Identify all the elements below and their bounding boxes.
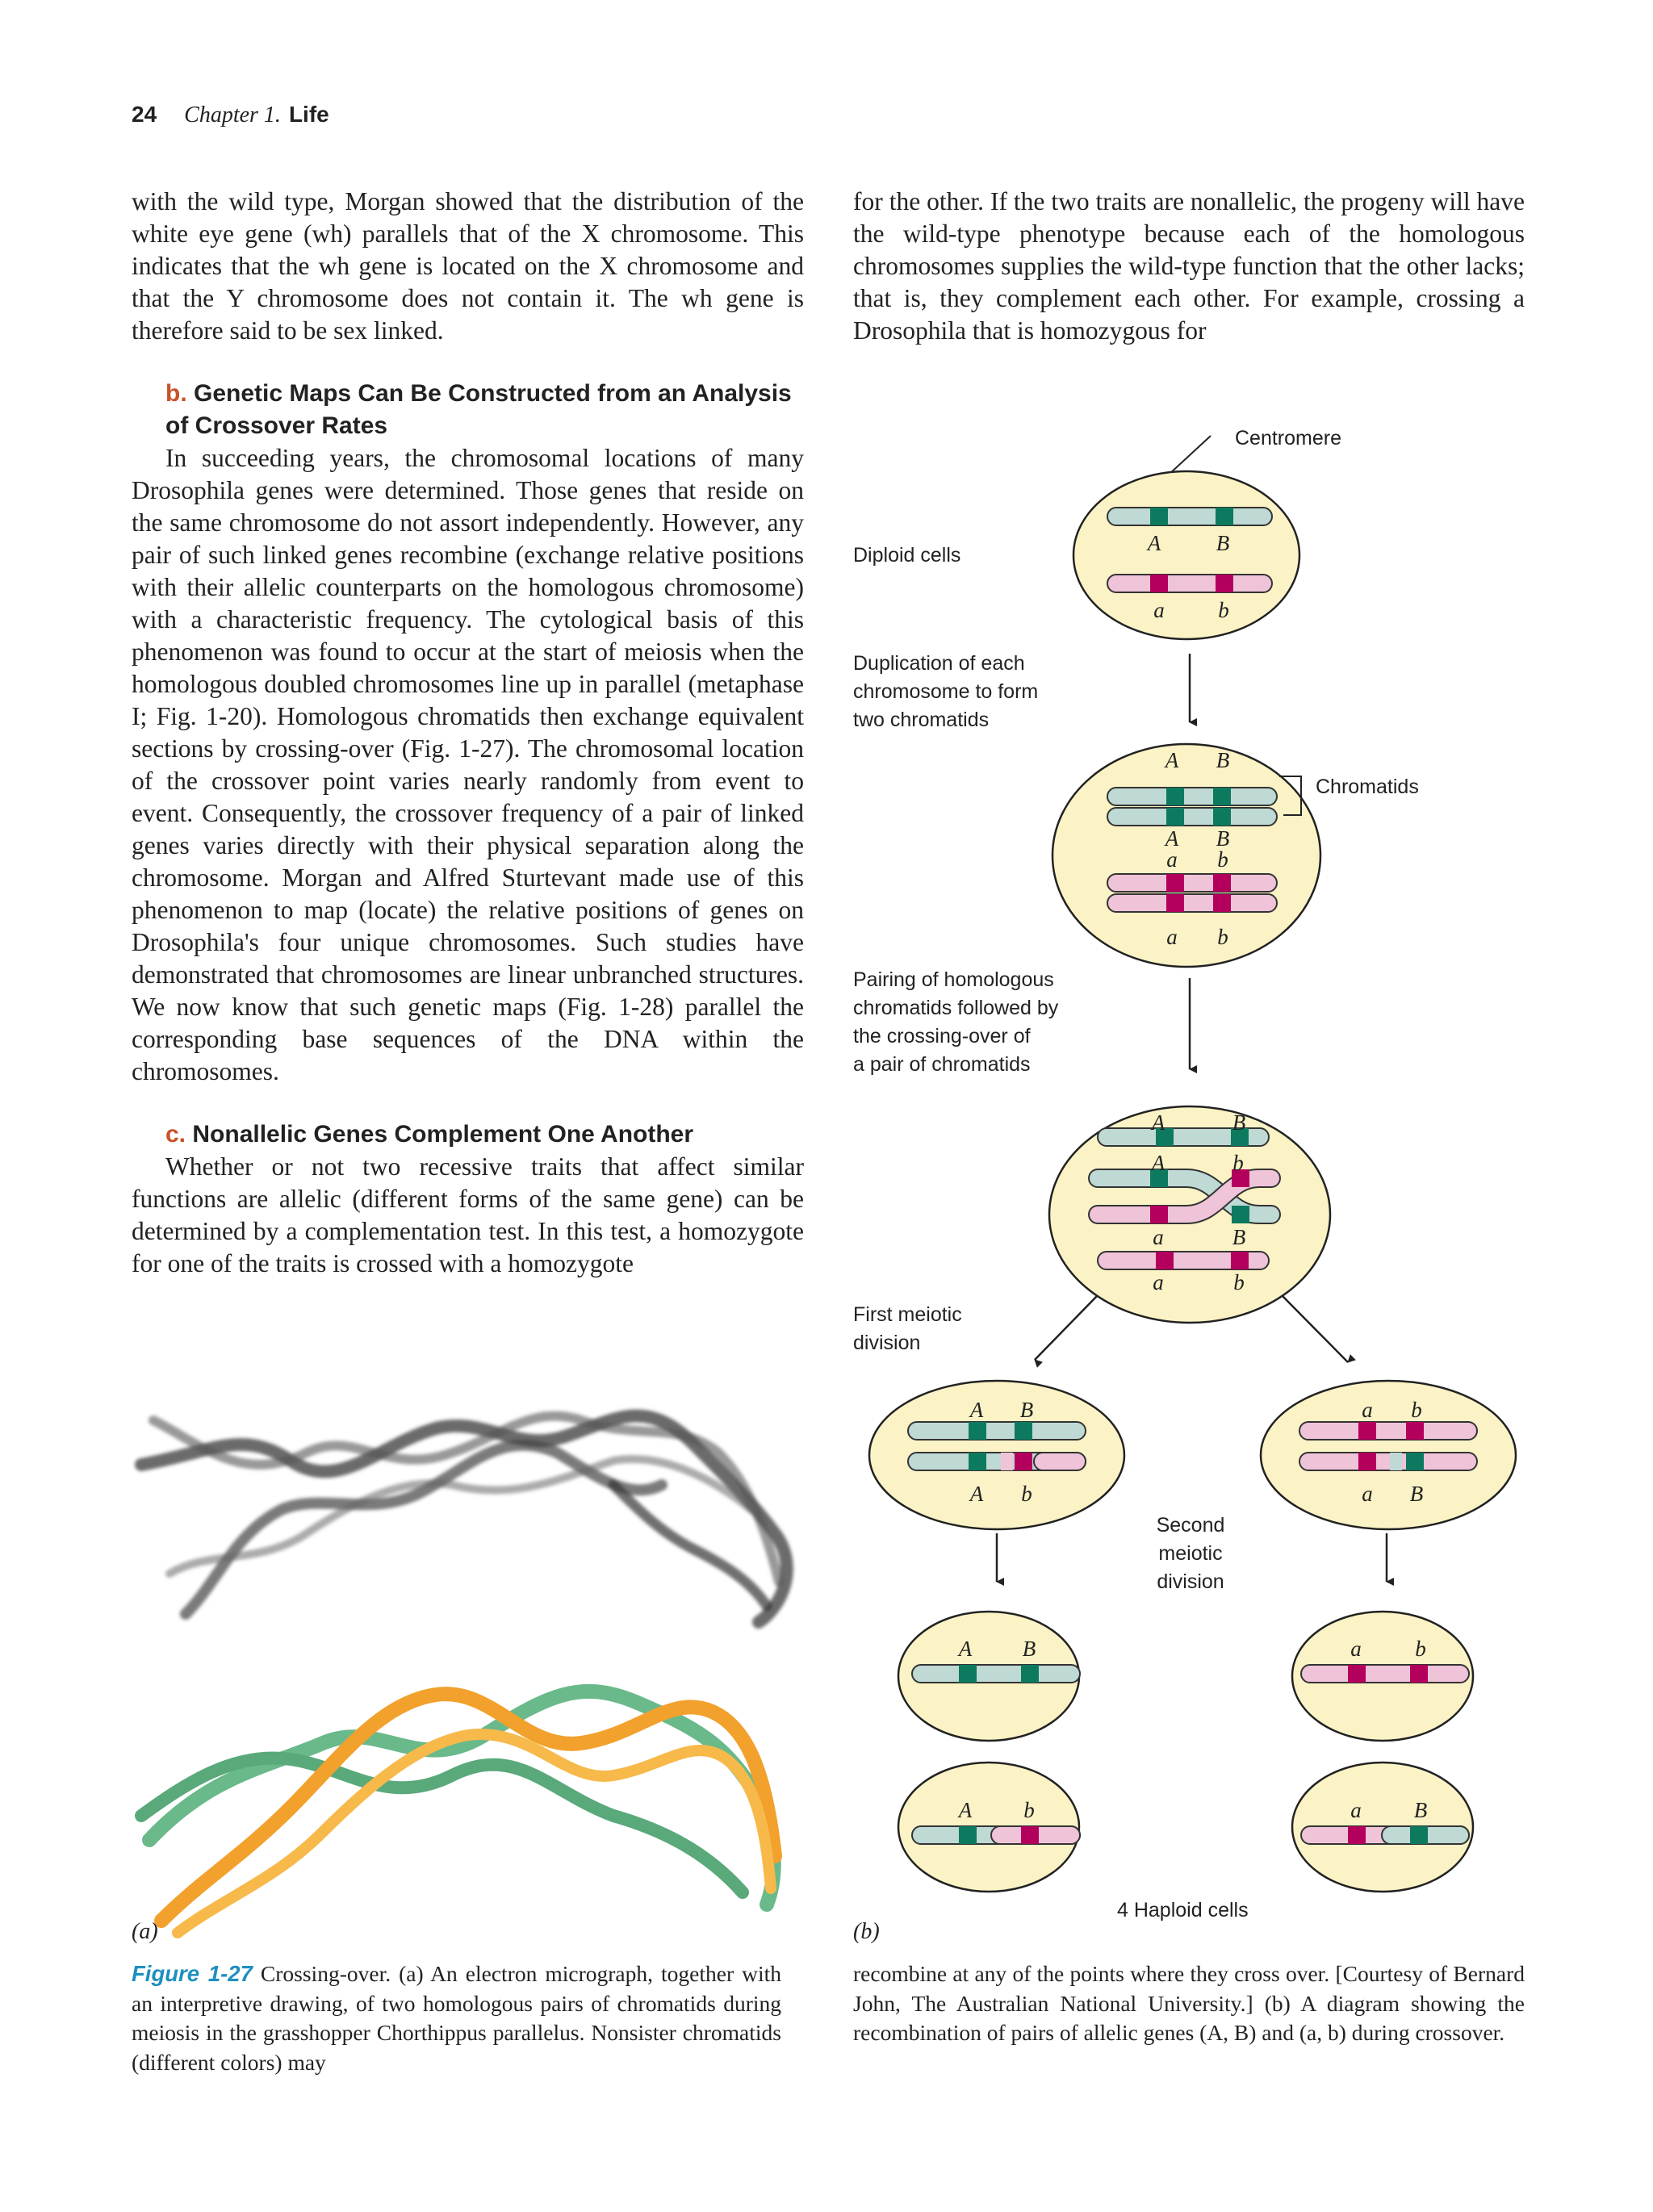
gene-label-B: B <box>1232 1110 1246 1135</box>
paragraph-complementation-continued: for the other. If the two traits are nonallelic, the progeny will have the wild-type phenotype because each of the homologous chromosomes supplies the wild-type function that the other lacks; that is, they complement each other. For example, crossing a Drosophila that is homozygous for <box>853 187 1525 345</box>
chapter-title: Life <box>288 102 329 127</box>
crossover-cell <box>1049 1106 1330 1323</box>
first-division-cell-left <box>869 1381 1124 1529</box>
label-pairing: Pairing of homologous chromatids followed by the crossing-over of a pair of chromatids <box>853 968 1059 1076</box>
gene-label-A: A <box>1165 748 1179 772</box>
gene-label-a: a <box>1362 1482 1373 1506</box>
caption-text: Crossing-over. (a) An electron micrograph, together with an interpretive drawing, of two homologous pairs of chromatids during meiosis in the grasshopper Chorthippus parallelus. Nonsister chromatids (different colors) may <box>132 1961 782 2075</box>
paragraph-sex-linked: with the wild type, Morgan showed that the distribution of the white eye gene (wh) parallels that of the X chromosome. This indicates that the wh gene is located on the X chromosome and that the Y chromosome does not contain it. The wh gene is therefore said to be sex linked. <box>132 187 804 345</box>
label-haploid-cells: 4 Haploid cells <box>1117 1899 1249 1921</box>
electron-micrograph <box>141 1416 787 1622</box>
gene-label-b: b <box>1217 847 1228 872</box>
figure-caption-left <box>132 1959 781 2077</box>
gene-label-B: B <box>1216 531 1230 555</box>
gene-label-B: B <box>1216 748 1230 772</box>
gene-label-a: a <box>1350 1637 1362 1661</box>
gene-label-b: b <box>1023 1798 1035 1822</box>
panel-label-b: (b) <box>853 1919 880 1944</box>
gene-label-B: B <box>1232 1225 1246 1249</box>
gene-label-B: B <box>1022 1637 1036 1661</box>
gene-label-B: B <box>1019 1398 1034 1422</box>
gene-label-A: A <box>969 1482 984 1506</box>
chapter-label: Chapter 1. <box>184 102 281 128</box>
gene-label-b: b <box>1415 1637 1426 1661</box>
haploid-cell-aB <box>1292 1762 1473 1892</box>
section-letter: c. <box>165 1121 186 1148</box>
gene-label-B: B <box>1216 826 1230 851</box>
section-letter: b. <box>165 380 187 407</box>
label-centromere: Centromere <box>1235 427 1341 450</box>
gene-label-A: A <box>1151 1110 1165 1135</box>
gene-label-A: A <box>969 1398 984 1422</box>
interpretive-drawing <box>141 1691 775 1933</box>
gene-label-a: a <box>1153 1225 1164 1249</box>
label-second-meiotic-division: Second meiotic division <box>1156 1514 1225 1593</box>
gene-label-B: B <box>1409 1482 1424 1506</box>
gene-label-b: b <box>1232 1151 1244 1175</box>
section-title: Genetic Maps Can Be Constructed from an Analysis of Crossover Rates <box>165 380 792 439</box>
label-duplication: Duplication of each chromosome to form two chromatids <box>853 652 1039 731</box>
diploid-cell <box>1073 471 1299 639</box>
gene-label-a: a <box>1350 1798 1362 1822</box>
paragraph-genetic-maps: In succeeding years, the chromosomal locations of many Drosophila genes were determined. Those genes that reside on the same chromosome do not assort independently. However, any pair of such linked genes recombine (exchange relative positions with their allelic counterparts on the homologous chromosome) with a characteristic frequency. The cytological basis of this phenomenon was found to occur at the start of meiosis when the homologous doubled chromosomes line up in parallel (metaphase I; Fig. 1-20). Homologous chromatids then exchange equivalent sections by crossing-over (Fig. 1-27). The chromosomal location of the crossover point varies nearly randomly from event to event. Consequently, the crossover frequency of a pair of linked genes varies directly with their physical separation along the chromosome. Morgan and Alfred Sturtevant made use of this phenomenon to map (locate) the relative positions of genes on Drosophila's four unique chromosomes. Such studies have demonstrated that chromosomes are linear unbranched structures. We now know that such genetic maps (Fig. 1-28) parallel the corresponding base sequences of the DNA within the chromosomes. <box>132 444 804 1085</box>
figure-number: Figure 1-27 <box>132 1961 253 1986</box>
gene-label-b: b <box>1021 1482 1032 1506</box>
gene-label-b: b <box>1217 925 1228 949</box>
gene-label-b: b <box>1411 1398 1422 1422</box>
figure-caption-right: recombine at any of the points where they cross over. [Courtesy of Bernard John, The Australian National University.] (b) A diagram showing the recombination of pairs of allelic genes (A, B) and (a, b) during crossover. <box>853 1961 1525 2045</box>
gene-label-A: A <box>958 1798 973 1822</box>
label-diploid-cells: Diploid cells <box>853 544 961 567</box>
gene-label-a: a <box>1153 1270 1164 1294</box>
haploid-cell-AB <box>898 1612 1080 1741</box>
gene-label-a: a <box>1153 598 1165 622</box>
duplicated-cell <box>1052 744 1320 967</box>
panel-label-a: (a) <box>132 1919 158 1944</box>
gene-label-a: a <box>1166 925 1178 949</box>
gene-label-A: A <box>1147 531 1161 555</box>
gene-label-A: A <box>1165 826 1179 851</box>
paragraph-complementation: Whether or not two recessive traits that affect similar functions are allelic (different forms of the same gene) can be determined by a complementation test. In this test, a homozygote for one of the traits is crossed with a homozygote <box>132 1152 804 1277</box>
first-division-cell-right <box>1261 1381 1516 1529</box>
haploid-cell-ab <box>1292 1612 1473 1741</box>
haploid-cell-Ab <box>898 1762 1080 1892</box>
gene-label-b: b <box>1233 1270 1245 1294</box>
gene-label-A: A <box>958 1637 973 1661</box>
label-first-meiotic-division: First meiotic division <box>853 1303 962 1354</box>
section-title: Nonallelic Genes Complement One Another <box>192 1121 694 1148</box>
label-chromatids: Chromatids <box>1316 776 1419 798</box>
gene-label-A: A <box>1151 1151 1165 1175</box>
gene-label-b: b <box>1218 598 1229 622</box>
gene-label-a: a <box>1166 847 1178 872</box>
gene-label-a: a <box>1362 1398 1373 1422</box>
gene-label-B: B <box>1413 1798 1428 1822</box>
page-number: 24 <box>132 102 157 127</box>
